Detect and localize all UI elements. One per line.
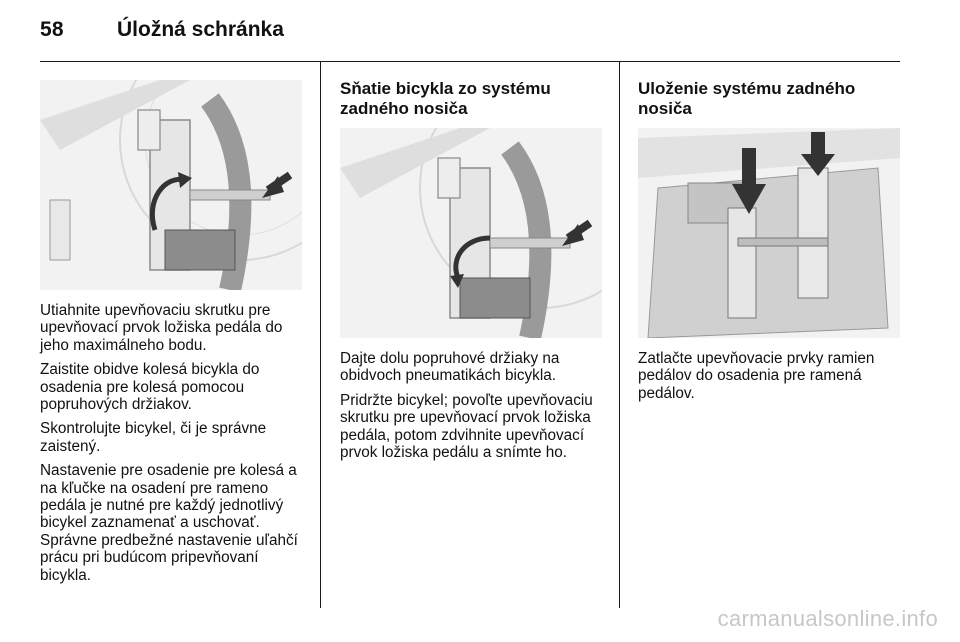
column-1-paragraph-3: Skontrolujte bicykel, či je správne zaistený. bbox=[40, 420, 267, 455]
section-heading-store-carrier: Uloženie systému zadného nosiča bbox=[638, 79, 856, 118]
bike-pedal-release-illustration bbox=[340, 128, 602, 338]
illustration-tighten-pedal-holder bbox=[40, 80, 302, 290]
page-title: Úložná schránka bbox=[117, 18, 284, 41]
column-3-paragraph-1: Zatlačte upevňovacie prvky ramien pedálov do osadenia pre ramená pedálov. bbox=[638, 350, 875, 402]
column-divider-left bbox=[320, 62, 321, 608]
column-1-paragraph-1: Utiahnite upevňovaciu skrutku pre upevňovací prvok ložiska pedála do jeho maximálneho bodu. bbox=[40, 302, 283, 354]
column-divider-right bbox=[619, 62, 620, 608]
column-3-text bbox=[638, 350, 903, 409]
column-2-heading-block bbox=[340, 79, 600, 119]
page-number: 58 bbox=[40, 18, 64, 41]
header-rule bbox=[40, 61, 900, 62]
carrier-storage-illustration bbox=[638, 128, 900, 338]
illustration-stow-pedal-arms bbox=[638, 128, 900, 338]
column-1-text bbox=[40, 302, 310, 591]
column-2-paragraph-1: Dajte dolu popruhové držiaky na obidvoch pneumatikách bicykla. bbox=[340, 350, 560, 385]
column-2-text bbox=[340, 350, 610, 468]
illustration-release-pedal-holder bbox=[340, 128, 602, 338]
column-1-paragraph-2: Zaistite obidve kolesá bicykla do osadenia pre kolesá pomocou popruhových držiakov. bbox=[40, 361, 260, 414]
bike-pedal-mount-illustration bbox=[40, 80, 302, 290]
column-2-paragraph-2: Pridržte bicykel; povoľte upevňovaciu skrutku pre upevňovací prvok ložiska pedála, potom zdvihnite upevňovací prvok ložiska pedálu a snímte ho. bbox=[340, 391, 593, 462]
section-heading-remove-bike: Sňatie bicykla zo systému zadného nosiča bbox=[340, 79, 551, 118]
column-3-heading-block bbox=[638, 79, 898, 119]
column-1-paragraph-4: Nastavenie pre osadenie pre kolesá a na kľučke na osadení pre rameno pedála je nutné pre každý jednotlivý bicykel zaznamenať a uschovať. Správne predbežné nastavenie uľahčí prácu pri budúcom pripevňovaní bicykla. bbox=[40, 462, 298, 584]
watermark: carmanualsonline.info bbox=[717, 606, 938, 631]
